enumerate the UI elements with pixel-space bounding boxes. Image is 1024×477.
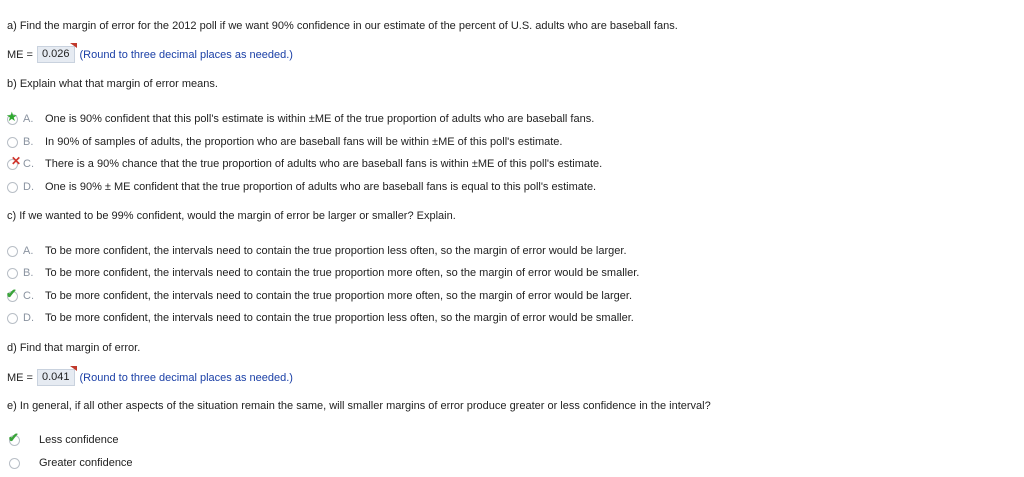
checkmark-icon: ✔ <box>6 285 17 301</box>
question-b: b) Explain what that margin of error means. <box>7 78 218 90</box>
option-text: To be more confident, the intervals need to contain the true proportion more often, so the margin of error would be smaller. <box>45 267 640 279</box>
radio-b-d[interactable] <box>7 182 18 193</box>
me-value-a: 0.026 <box>41 48 70 60</box>
me-answer-box-d[interactable] <box>37 369 75 386</box>
option-text: One is 90% ± ME confident that the true proportion of adults who are baseball fans is equal to this poll's estimate. <box>45 181 597 193</box>
option-letter: D. <box>23 181 34 193</box>
me-value-d: 0.041 <box>41 371 70 383</box>
option-b-d[interactable] <box>7 181 596 193</box>
option-letter: B. <box>23 267 34 279</box>
me-label-a: ME = <box>7 48 33 61</box>
option-letter: C. <box>23 158 34 170</box>
radio-c-a[interactable] <box>7 246 18 257</box>
answer-flag-icon <box>70 366 77 371</box>
radio-b-a[interactable] <box>6 108 18 125</box>
option-text: To be more confident, the intervals need to contain the true proportion more often, so the margin of error would be larger. <box>45 290 633 302</box>
option-text: To be more confident, the intervals need to contain the true proportion less often, so the margin of error would be larger. <box>45 245 627 257</box>
option-e-less[interactable] <box>8 429 119 446</box>
option-b-a[interactable] <box>6 108 595 125</box>
option-letter: C. <box>23 290 34 302</box>
radio-b-b[interactable] <box>7 137 18 148</box>
option-c-b[interactable] <box>7 267 639 279</box>
option-b-b[interactable] <box>7 136 562 148</box>
option-letter: A. <box>23 113 34 125</box>
option-letter: A. <box>23 245 34 257</box>
question-c: c) If we wanted to be 99% confident, would the margin of error be larger or smaller? Explain. <box>7 210 456 222</box>
radio-c-d[interactable] <box>7 313 18 324</box>
hint-a: (Round to three decimal places as needed.) <box>79 48 293 61</box>
option-text: Greater confidence <box>39 457 133 469</box>
option-c-a[interactable] <box>7 245 627 257</box>
cross-icon: ✕ <box>11 153 22 168</box>
option-letter: D. <box>23 312 34 324</box>
answer-row-d <box>7 369 293 386</box>
answer-flag-icon <box>70 43 77 48</box>
radio-e-greater[interactable] <box>9 458 20 469</box>
question-a: a) Find the margin of error for the 2012 poll if we want 90% confidence in our estimate of the percent of U.S. adults who are baseball fans. <box>7 20 678 32</box>
option-text: Less confidence <box>39 434 119 446</box>
question-e: e) In general, if all other aspects of the situation remain the same, will smaller margins of error produce greater or less confidence in the interval? <box>7 400 711 412</box>
radio-b-c[interactable] <box>7 153 22 170</box>
answer-row-a <box>7 46 293 63</box>
star-icon: ★ <box>6 108 18 124</box>
radio-c-c[interactable] <box>6 285 18 302</box>
me-answer-box-a[interactable] <box>37 46 75 63</box>
hint-d: (Round to three decimal places as needed.) <box>79 371 293 384</box>
option-e-greater[interactable] <box>9 457 133 469</box>
question-d: d) Find that margin of error. <box>7 342 141 354</box>
option-b-c[interactable] <box>7 153 603 170</box>
checkmark-icon: ✔ <box>8 429 19 445</box>
option-letter: B. <box>23 136 34 148</box>
option-text: There is a 90% chance that the true proportion of adults who are baseball fans is within ±ME of this poll's estimate. <box>45 158 603 170</box>
option-c-d[interactable] <box>7 312 634 324</box>
radio-c-b[interactable] <box>7 268 18 279</box>
option-c-c[interactable] <box>6 285 633 302</box>
option-text: To be more confident, the intervals need to contain the true proportion less often, so the margin of error would be smaller. <box>45 312 634 324</box>
option-text: One is 90% confident that this poll's estimate is within ±ME of the true proportion of adults who are baseball fans. <box>45 113 595 125</box>
option-text: In 90% of samples of adults, the proportion who are baseball fans will be within ±ME of this poll's estimate. <box>45 136 563 148</box>
me-label-d: ME = <box>7 371 33 384</box>
radio-e-less[interactable] <box>8 429 20 446</box>
